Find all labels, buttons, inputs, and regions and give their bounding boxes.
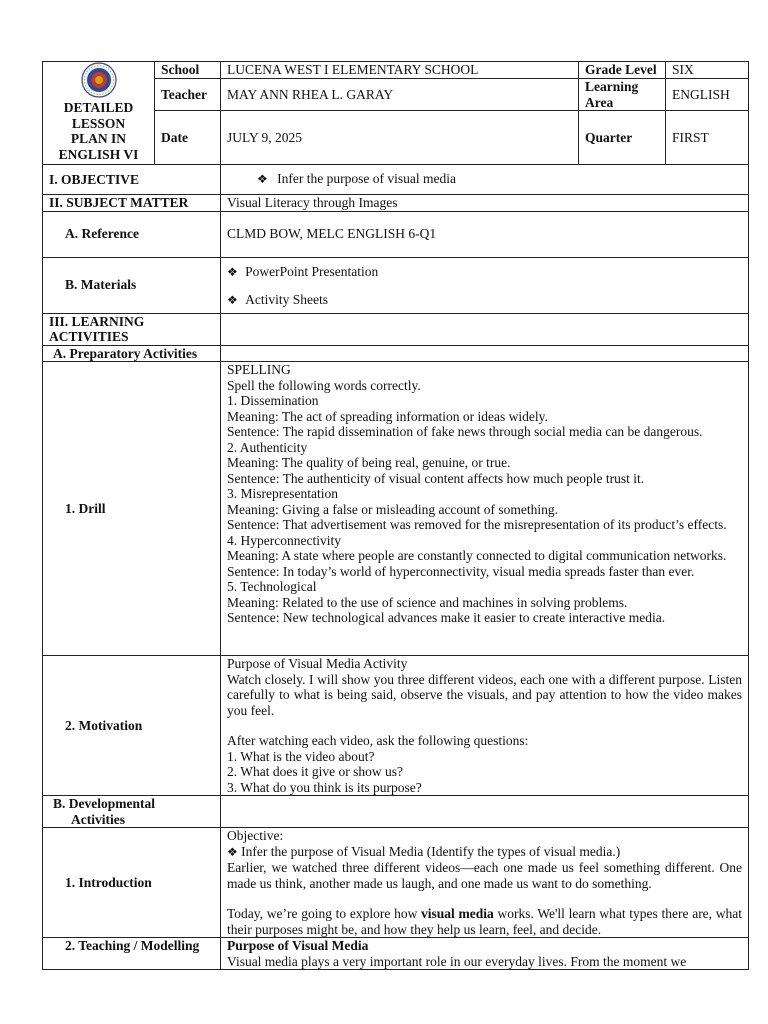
drill-line: Sentence: That advertisement was removed for the misrepresentation of its product’s effects. — [227, 517, 727, 532]
introduction-text: Today, we’re going to explore how — [227, 906, 422, 921]
introduction-blank-line — [227, 891, 742, 906]
materials-item-text: Activity Sheets — [245, 292, 329, 307]
learning-activities-blank — [221, 313, 749, 345]
quarter-value: FIRST — [666, 111, 749, 165]
motivation-line: 3. What do you think is its purpose? — [227, 779, 422, 795]
introduction-objective: Objective: — [227, 828, 284, 843]
developmental-label-line: B. Developmental — [53, 796, 155, 811]
quarter-label: Quarter — [579, 111, 666, 165]
school-value: LUCENA WEST I ELEMENTARY SCHOOL — [221, 62, 579, 79]
school-label: School — [155, 62, 221, 79]
drill-line: 1. Dissemination — [227, 393, 319, 408]
drill-line: SPELLING — [227, 362, 291, 377]
bullet-icon: ❖ — [227, 264, 238, 279]
learning-area-label — [579, 79, 666, 111]
lesson-plan-table — [42, 61, 749, 970]
grade-level-label: Grade Level — [579, 62, 666, 79]
teaching-label: 2. Teaching / Modelling — [43, 938, 221, 970]
date-label: Date — [155, 111, 221, 165]
drill-line: Meaning: Related to the use of science and machines in solving problems. — [227, 594, 628, 610]
title-line: DETAILED — [63, 100, 134, 115]
drill-line: 3. Misrepresentation — [227, 486, 338, 501]
teacher-label: Teacher — [155, 79, 221, 111]
drill-line: 4. Hyperconnectivity — [227, 532, 341, 548]
bullet-icon: ❖ — [257, 172, 268, 187]
preparatory-label: A. Preparatory Activities — [43, 345, 221, 362]
subject-matter-label: II. SUBJECT MATTER — [43, 195, 221, 212]
drill-line: Meaning: Giving a false or misleading account of something. — [227, 501, 559, 517]
teaching-text: Visual media plays a very important role in our everyday lives. From the moment we — [227, 953, 687, 969]
teaching-content — [221, 938, 749, 970]
introduction-label: 1. Introduction — [43, 828, 221, 938]
drill-line: Meaning: A state where people are constantly connected to digital communication networks. — [227, 548, 727, 563]
motivation-line: Purpose of Visual Media Activity — [227, 656, 408, 671]
title-line: PLAN IN — [70, 131, 127, 146]
date-value: JULY 9, 2025 — [221, 111, 579, 165]
reference-label: A. Reference — [43, 211, 221, 257]
learning-area-label-line: Area — [585, 94, 614, 110]
deped-seal-icon — [81, 62, 117, 98]
drill-line: 5. Technological — [227, 579, 317, 594]
introduction-paragraph — [227, 906, 742, 937]
drill-line: Sentence: In today’s world of hyperconnectivity, visual media spreads faster than ever. — [227, 563, 695, 579]
objective-text: Infer the purpose of visual media — [277, 171, 456, 187]
introduction-content — [221, 828, 749, 938]
bullet-icon: ❖ — [227, 293, 238, 307]
preparatory-blank — [221, 345, 749, 362]
learning-area-label-line: Learning — [585, 79, 639, 94]
introduction-bullet-text: Infer the purpose of Visual Media (Identify the types of visual media.) — [241, 843, 621, 859]
lesson-plan-title — [43, 62, 155, 165]
objective-cell — [221, 165, 749, 195]
teacher-value: MAY ANN RHEA L. GARAY — [221, 79, 579, 111]
materials-item-text: PowerPoint Presentation — [245, 263, 379, 279]
motivation-line: 2. What does it give or show us? — [227, 764, 403, 779]
learning-area-value: ENGLISH — [666, 79, 749, 111]
grade-level-value: SIX — [666, 62, 749, 79]
motivation-line: Watch closely. I will show you three different videos, each one with a different purpose. Listen carefully to what is being said, observe the visuals, and pay attention to how the video makes you feel. — [227, 671, 742, 718]
introduction-bullet — [227, 844, 742, 861]
teaching-heading: Purpose of Visual Media — [227, 938, 369, 953]
reference-value: CLMD BOW, MELC ENGLISH 6-Q1 — [221, 211, 749, 257]
drill-content — [221, 362, 749, 656]
motivation-label: 2. Motivation — [43, 656, 221, 796]
motivation-content — [221, 656, 749, 796]
drill-line: Meaning: The act of spreading information or ideas widely. — [227, 408, 548, 424]
materials-item — [227, 292, 742, 309]
motivation-blank-line — [227, 718, 742, 733]
drill-line: Spell the following words correctly. — [227, 377, 421, 393]
materials-cell — [221, 257, 749, 313]
learning-activities-label — [43, 313, 221, 345]
subject-matter-value: Visual Literacy through Images — [221, 195, 749, 212]
developmental-blank — [221, 796, 749, 828]
introduction-text: works. We'll learn what types there are, what their purposes might be, and how they help us learn, feel, and decide. — [227, 906, 743, 937]
motivation-line: 1. What is the video about? — [227, 748, 375, 764]
drill-line: Sentence: The authenticity of visual content affects how much people trust it. — [227, 470, 645, 486]
title-line: ENGLISH VI — [58, 146, 139, 162]
learning-activities-label-line: ACTIVITIES — [49, 329, 129, 344]
introduction-bold-text: visual media — [421, 906, 494, 921]
objective-label: I. OBJECTIVE — [43, 165, 221, 195]
motivation-line: After watching each video, ask the following questions: — [227, 733, 529, 748]
bullet-icon: ❖ — [227, 844, 238, 859]
developmental-label — [43, 796, 221, 828]
learning-activities-label-line: III. LEARNING — [49, 313, 145, 329]
materials-item — [227, 264, 742, 281]
materials-label: B. Materials — [43, 257, 221, 313]
drill-line: 2. Authenticity — [227, 439, 308, 455]
drill-line: Sentence: New technological advances make it easier to create interactive media. — [227, 610, 666, 625]
drill-line: Sentence: The rapid dissemination of fake news through social media can be dangerous. — [227, 424, 703, 439]
developmental-label-line: Activities — [71, 811, 125, 827]
title-line: LESSON — [71, 115, 126, 131]
drill-line: Meaning: The quality of being real, genuine, or true. — [227, 455, 511, 470]
drill-label: 1. Drill — [43, 362, 221, 656]
introduction-paragraph: Earlier, we watched three different videos—each one made us feel something different. One made us think, another made us laugh, and one made us want to do something. — [227, 860, 742, 891]
